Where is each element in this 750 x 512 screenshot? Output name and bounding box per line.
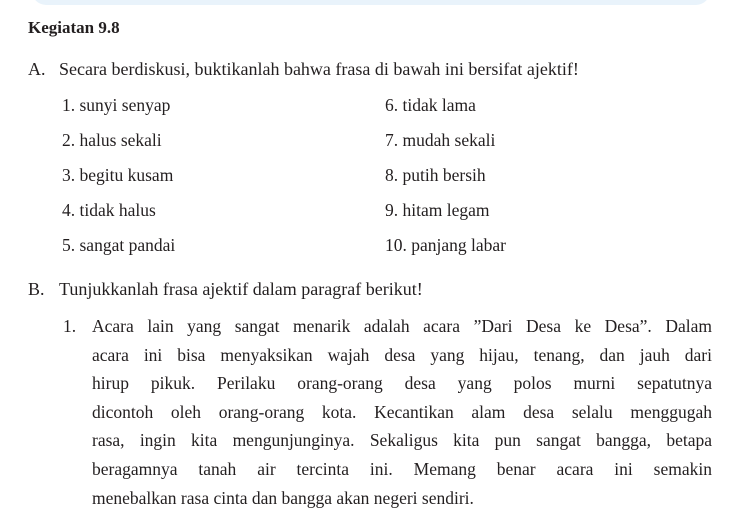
paragraph-number: 1.: [63, 316, 77, 336]
paragraph-line: Acara lain yang sangat menarik adalah acara ”Dari Desa ke Desa”. Dalam: [92, 316, 712, 336]
paragraph-line: acara ini bisa menyaksikan wajah desa yang hijau, tenang, dan jauh dari: [92, 344, 712, 365]
list-item: 5. sangat pandai: [62, 235, 176, 255]
paragraph-line: beragamnya tanah air tercinta ini. Memang benar acara ini semakin: [92, 458, 712, 479]
list-item: 3. begitu kusam: [62, 165, 174, 185]
list-item: 8. putih bersih: [385, 165, 486, 185]
list-item: 10. panjang labar: [385, 235, 506, 255]
section-a-text: Secara berdiskusi, buktikanlah bahwa frasa di bawah ini bersifat ajektif!: [59, 59, 579, 79]
activity-heading: Kegiatan 9.8: [28, 18, 120, 37]
list-item: 9. hitam legam: [385, 200, 490, 220]
paragraph-line: menebalkan rasa cinta dan bangga akan negeri sendiri.: [92, 487, 474, 508]
paragraph-line: hirup pikuk. Perilaku orang-orang desa yang polos murni sepatutnya: [92, 373, 712, 394]
paragraph: [92, 312, 712, 512]
section-b-instruction: [28, 279, 423, 300]
list-item: 6. tidak lama: [385, 95, 476, 115]
list-item: 1. sunyi senyap: [62, 95, 171, 115]
list-item: 4. tidak halus: [62, 200, 156, 220]
list-item: 7. mudah sekali: [385, 130, 496, 150]
section-a-instruction: [28, 59, 579, 80]
paragraph-line: dicontoh oleh orang-orang kota. Kecantikan alam desa selalu menggugah: [92, 401, 712, 422]
section-b-label: B.: [28, 279, 45, 299]
list-item: 2. halus sekali: [62, 130, 162, 150]
section-b-text: Tunjukkanlah frasa ajektif dalam paragraf berikut!: [59, 279, 423, 299]
top-info-box: [32, 0, 710, 5]
section-a-label: A.: [28, 59, 46, 79]
paragraph-line: rasa, ingin kita mengunjunginya. Sekaligus kita pun sangat bangga, betapa: [92, 430, 712, 451]
